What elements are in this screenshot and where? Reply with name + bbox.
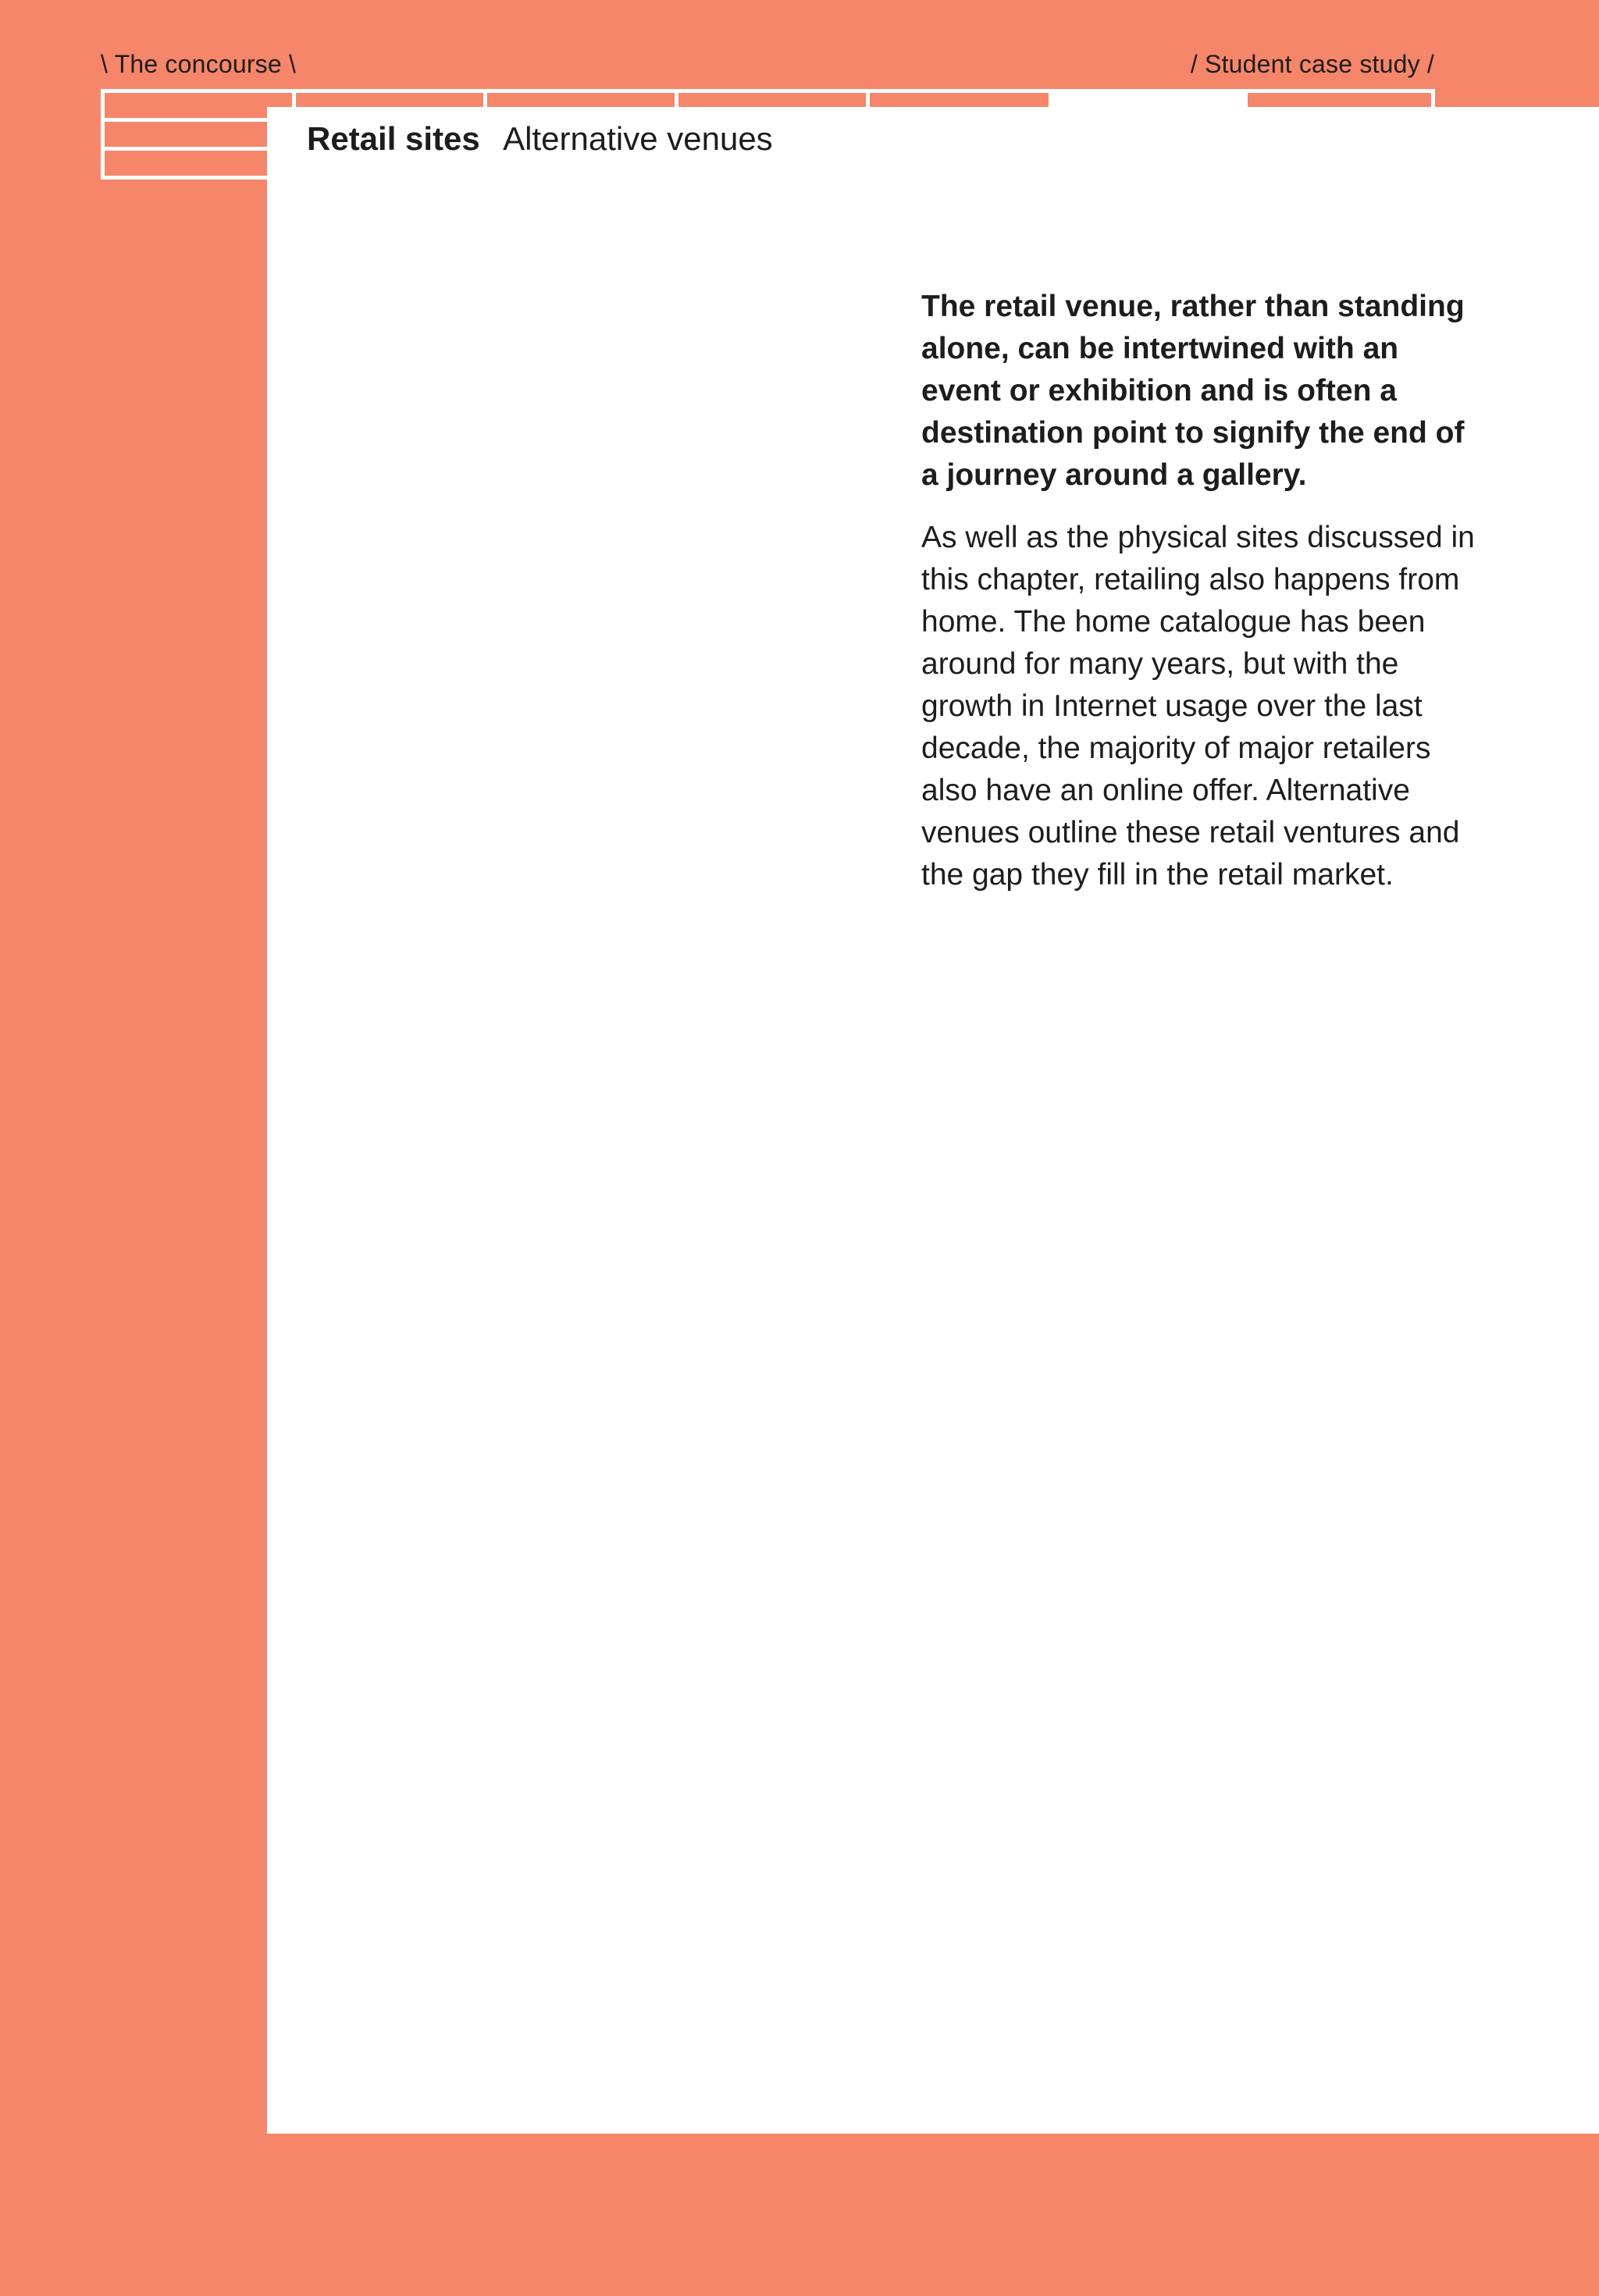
- section-heading: [307, 119, 773, 159]
- section-subtitle: Alternative venues: [503, 120, 773, 157]
- section-title: Retail sites: [307, 120, 480, 157]
- running-header-chapter: \ The concourse \: [101, 50, 297, 78]
- text-column: [921, 286, 1483, 896]
- lead-paragraph: The retail venue, rather than standing alone, can be intertwined with an event or exhibition and is often a destination point to signify the end of a journey around a gallery.: [921, 290, 1465, 492]
- running-header-section: / Student case study /: [1190, 50, 1434, 78]
- body-paragraph: As well as the physical sites discussed in this chapter, retailing also happens from home. The home catalogue has been around for many years, but with the growth in Internet usage over the last decade, the majority of major retailers also have an online offer. Alternative venues outline these retail ventures and the gap they fill in the retail market.: [921, 521, 1475, 892]
